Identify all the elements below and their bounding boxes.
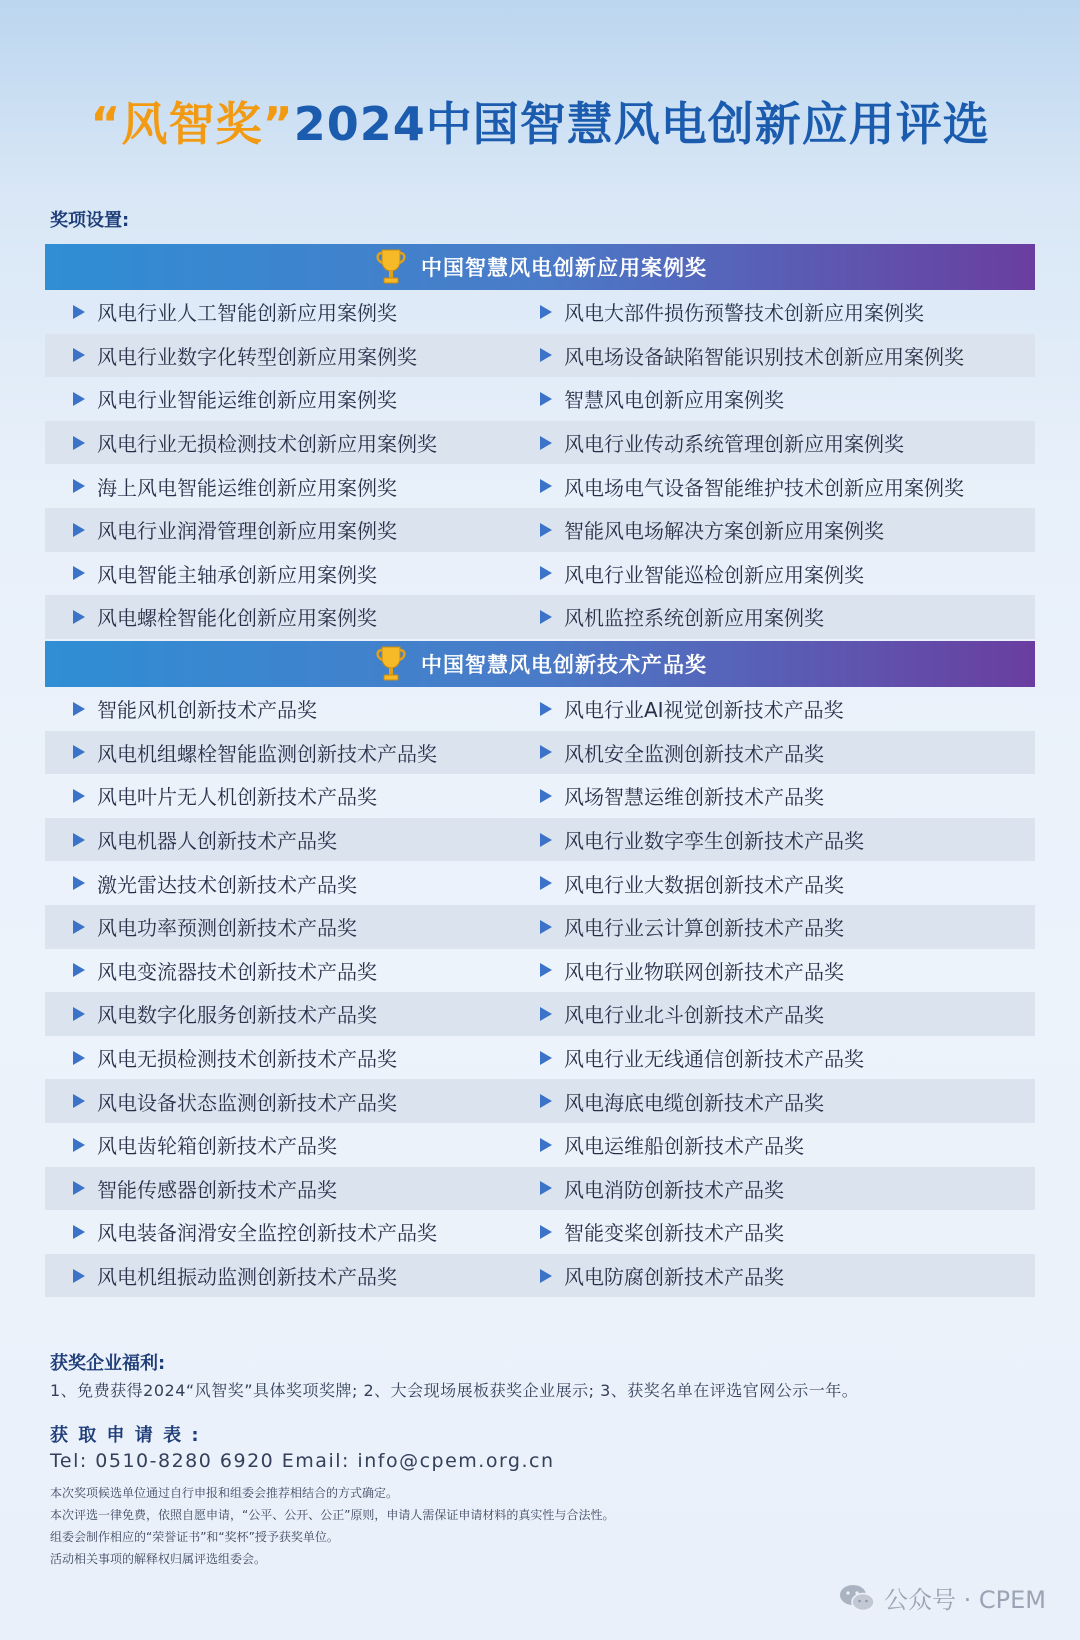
arrow-bullet-icon xyxy=(540,745,552,759)
award-item-right xyxy=(540,869,1035,898)
note-line: 本次奖项候选单位通过自行申报和组委会推荐相结合的方式确定。 xyxy=(50,1486,399,1500)
award-label: 风电无损检测技术创新技术产品奖 xyxy=(97,1047,397,1072)
contact-info: Tel: 0510-8280 6920 Email: info@cpem.org.cn xyxy=(50,1450,555,1472)
award-item-right xyxy=(540,472,1035,501)
award-item-right xyxy=(540,1217,1035,1246)
award-item-left xyxy=(45,1087,540,1116)
award-label: 风电装备润滑安全监控创新技术产品奖 xyxy=(97,1221,437,1246)
award-item-left xyxy=(45,825,540,854)
wechat-icon xyxy=(838,1583,876,1613)
arrow-bullet-icon xyxy=(540,833,552,847)
award-row xyxy=(45,992,1035,1036)
arrow-bullet-icon xyxy=(73,1051,85,1065)
award-label: 风电叶片无人机创新技术产品奖 xyxy=(97,785,377,810)
award-label: 风电行业AI视觉创新技术产品奖 xyxy=(564,698,844,723)
award-label: 智慧风电创新应用案例奖 xyxy=(564,388,784,413)
award-row xyxy=(45,731,1035,775)
award-row xyxy=(45,1167,1035,1211)
title-main: 2024中国智慧风电创新应用评选 xyxy=(293,97,990,151)
award-label: 风电行业物联网创新技术产品奖 xyxy=(564,959,844,984)
award-item-right xyxy=(540,297,1035,326)
award-label: 风电场设备缺陷智能识别技术创新应用案例奖 xyxy=(564,344,964,369)
award-item-left xyxy=(45,738,540,767)
award-item-left xyxy=(45,428,540,457)
award-label: 风电螺栓智能化创新应用案例奖 xyxy=(97,606,377,631)
award-label: 风电齿轮箱创新技术产品奖 xyxy=(97,1134,337,1159)
award-row xyxy=(45,552,1035,596)
award-item-left xyxy=(45,1130,540,1159)
award-item-right xyxy=(540,341,1035,370)
award-item-right xyxy=(540,1130,1035,1159)
award-label: 风电设备状态监测创新技术产品奖 xyxy=(97,1090,397,1115)
arrow-bullet-icon xyxy=(540,348,552,362)
award-label: 智能变桨创新技术产品奖 xyxy=(564,1221,784,1246)
award-label: 风电场电气设备智能维护技术创新应用案例奖 xyxy=(564,475,964,500)
award-label: 风电行业无线通信创新技术产品奖 xyxy=(564,1047,864,1072)
award-item-right xyxy=(540,738,1035,767)
notes-list xyxy=(50,1482,614,1570)
award-item-left xyxy=(45,341,540,370)
arrow-bullet-icon xyxy=(540,1181,552,1195)
award-label: 风电海底电缆创新技术产品奖 xyxy=(564,1090,824,1115)
award-label: 风电变流器技术创新技术产品奖 xyxy=(97,959,377,984)
award-item-left xyxy=(45,781,540,810)
award-item-right xyxy=(540,559,1035,588)
arrow-bullet-icon xyxy=(540,392,552,406)
award-label: 风电行业润滑管理创新应用案例奖 xyxy=(97,519,397,544)
case-awards-table xyxy=(45,244,1035,639)
award-label: 风电行业人工智能创新应用案例奖 xyxy=(97,301,397,326)
arrow-bullet-icon xyxy=(73,392,85,406)
arrow-bullet-icon xyxy=(540,1138,552,1152)
arrow-bullet-icon xyxy=(73,702,85,716)
note-line: 本次评选一律免费，依照自愿申请，“公平、公开、公正”原则，申请人需保证申请材料的真实性与合法性。 xyxy=(50,1508,615,1522)
award-row xyxy=(45,1036,1035,1080)
arrow-bullet-icon xyxy=(73,610,85,624)
arrow-bullet-icon xyxy=(540,920,552,934)
arrow-bullet-icon xyxy=(73,963,85,977)
award-row xyxy=(45,1123,1035,1167)
arrow-bullet-icon xyxy=(73,348,85,362)
award-label: 风电智能主轴承创新应用案例奖 xyxy=(97,562,377,587)
award-item-right xyxy=(540,781,1035,810)
product-awards-banner xyxy=(45,641,1035,687)
title-quoted: “风智奖” xyxy=(90,97,294,151)
award-item-right xyxy=(540,694,1035,723)
award-item-left xyxy=(45,1043,540,1072)
award-item-right xyxy=(540,956,1035,985)
award-item-right xyxy=(540,602,1035,631)
arrow-bullet-icon xyxy=(73,1269,85,1283)
arrow-bullet-icon xyxy=(540,963,552,977)
product-awards-table xyxy=(45,641,1035,1297)
wechat-watermark xyxy=(838,1580,1046,1615)
product-awards-title: 中国智慧风电创新技术产品奖 xyxy=(421,653,707,677)
product-awards-rows xyxy=(45,687,1035,1297)
award-label: 风电行业大数据创新技术产品奖 xyxy=(564,872,844,897)
award-item-left xyxy=(45,694,540,723)
award-label: 风电机组螺栓智能监测创新技术产品奖 xyxy=(97,741,437,766)
arrow-bullet-icon xyxy=(73,920,85,934)
award-row xyxy=(45,595,1035,639)
award-label: 风电运维船创新技术产品奖 xyxy=(564,1134,804,1159)
award-label: 风电大部件损伤预警技术创新应用案例奖 xyxy=(564,301,924,326)
arrow-bullet-icon xyxy=(540,523,552,537)
arrow-bullet-icon xyxy=(73,1181,85,1195)
award-item-left xyxy=(45,384,540,413)
arrow-bullet-icon xyxy=(540,1225,552,1239)
award-label: 风机监控系统创新应用案例奖 xyxy=(564,606,824,631)
award-item-left xyxy=(45,297,540,326)
award-row xyxy=(45,774,1035,818)
award-item-right xyxy=(540,1261,1035,1290)
arrow-bullet-icon xyxy=(540,876,552,890)
award-item-left xyxy=(45,515,540,544)
award-item-right xyxy=(540,1043,1035,1072)
arrow-bullet-icon xyxy=(73,1138,85,1152)
arrow-bullet-icon xyxy=(540,305,552,319)
arrow-bullet-icon xyxy=(540,436,552,450)
case-awards-rows xyxy=(45,290,1035,639)
page-title xyxy=(0,88,1080,154)
award-label: 风电消防创新技术产品奖 xyxy=(564,1177,784,1202)
arrow-bullet-icon xyxy=(73,833,85,847)
arrow-bullet-icon xyxy=(73,523,85,537)
award-label: 智能传感器创新技术产品奖 xyxy=(97,1177,337,1202)
award-item-right xyxy=(540,515,1035,544)
award-label: 风电机组振动监测创新技术产品奖 xyxy=(97,1265,397,1290)
benefits-heading: 获奖企业福利: xyxy=(50,1353,166,1374)
award-row xyxy=(45,290,1035,334)
award-label: 风机安全监测创新技术产品奖 xyxy=(564,741,824,766)
award-item-left xyxy=(45,602,540,631)
watermark-text: 公众号 · CPEM xyxy=(884,1586,1046,1614)
case-awards-title: 中国智慧风电创新应用案例奖 xyxy=(421,256,707,280)
award-item-right xyxy=(540,384,1035,413)
award-row xyxy=(45,508,1035,552)
award-label: 风电行业北斗创新技术产品奖 xyxy=(564,1003,824,1028)
award-label: 激光雷达技术创新技术产品奖 xyxy=(97,872,357,897)
award-item-left xyxy=(45,999,540,1028)
award-row xyxy=(45,861,1035,905)
award-item-right xyxy=(540,912,1035,941)
award-item-left xyxy=(45,912,540,941)
award-item-right xyxy=(540,825,1035,854)
award-item-left xyxy=(45,1217,540,1246)
award-label: 风电行业数字孪生创新技术产品奖 xyxy=(564,829,864,854)
award-label: 风电行业数字化转型创新应用案例奖 xyxy=(97,344,417,369)
award-label: 风电行业传动系统管理创新应用案例奖 xyxy=(564,432,904,457)
arrow-bullet-icon xyxy=(540,566,552,580)
awards-heading: 奖项设置: xyxy=(50,210,130,231)
arrow-bullet-icon xyxy=(540,1094,552,1108)
award-label: 风电行业云计算创新技术产品奖 xyxy=(564,916,844,941)
award-label: 智能风电场解决方案创新应用案例奖 xyxy=(564,519,884,544)
arrow-bullet-icon xyxy=(540,702,552,716)
award-item-right xyxy=(540,999,1035,1028)
award-item-left xyxy=(45,869,540,898)
arrow-bullet-icon xyxy=(73,305,85,319)
award-row xyxy=(45,377,1035,421)
note-line: 活动相关事项的解释权归属评选组委会。 xyxy=(50,1552,267,1566)
trophy-icon xyxy=(373,247,409,287)
award-row xyxy=(45,818,1035,862)
award-label: 智能风机创新技术产品奖 xyxy=(97,698,317,723)
case-awards-banner xyxy=(45,244,1035,290)
award-row xyxy=(45,464,1035,508)
arrow-bullet-icon xyxy=(73,876,85,890)
award-label: 风电行业无损检测技术创新应用案例奖 xyxy=(97,432,437,457)
award-item-left xyxy=(45,1261,540,1290)
arrow-bullet-icon xyxy=(73,1225,85,1239)
arrow-bullet-icon xyxy=(73,479,85,493)
arrow-bullet-icon xyxy=(73,436,85,450)
arrow-bullet-icon xyxy=(540,1269,552,1283)
award-row xyxy=(45,1254,1035,1298)
award-label: 风场智慧运维创新技术产品奖 xyxy=(564,785,824,810)
arrow-bullet-icon xyxy=(540,479,552,493)
award-row xyxy=(45,687,1035,731)
award-item-right xyxy=(540,1174,1035,1203)
award-label: 风电功率预测创新技术产品奖 xyxy=(97,916,357,941)
note-line: 组委会制作相应的“荣誉证书”和“奖杯”授予获奖单位。 xyxy=(50,1530,339,1544)
apply-heading: 获 取 申 请 表 : xyxy=(50,1425,201,1446)
award-label: 风电机器人创新技术产品奖 xyxy=(97,829,337,854)
award-item-right xyxy=(540,428,1035,457)
award-item-left xyxy=(45,559,540,588)
arrow-bullet-icon xyxy=(73,566,85,580)
award-item-left xyxy=(45,472,540,501)
arrow-bullet-icon xyxy=(73,789,85,803)
trophy-icon xyxy=(373,644,409,684)
award-item-left xyxy=(45,1174,540,1203)
award-row xyxy=(45,949,1035,993)
award-row xyxy=(45,1210,1035,1254)
award-row xyxy=(45,334,1035,378)
award-item-right xyxy=(540,1087,1035,1116)
arrow-bullet-icon xyxy=(73,745,85,759)
arrow-bullet-icon xyxy=(540,789,552,803)
arrow-bullet-icon xyxy=(73,1094,85,1108)
award-row xyxy=(45,905,1035,949)
arrow-bullet-icon xyxy=(73,1007,85,1021)
award-label: 风电行业智能运维创新应用案例奖 xyxy=(97,388,397,413)
benefits-text: 1、免费获得2024“风智奖”具体奖项奖牌; 2、大会现场展板获奖企业展示; 3、获奖名单在评选官网公示一年。 xyxy=(50,1381,859,1400)
arrow-bullet-icon xyxy=(540,1051,552,1065)
award-label: 风电行业智能巡检创新应用案例奖 xyxy=(564,562,864,587)
arrow-bullet-icon xyxy=(540,610,552,624)
award-item-left xyxy=(45,956,540,985)
award-label: 风电防腐创新技术产品奖 xyxy=(564,1265,784,1290)
award-label: 风电数字化服务创新技术产品奖 xyxy=(97,1003,377,1028)
award-row xyxy=(45,1079,1035,1123)
arrow-bullet-icon xyxy=(540,1007,552,1021)
award-row xyxy=(45,421,1035,465)
award-label: 海上风电智能运维创新应用案例奖 xyxy=(97,475,397,500)
